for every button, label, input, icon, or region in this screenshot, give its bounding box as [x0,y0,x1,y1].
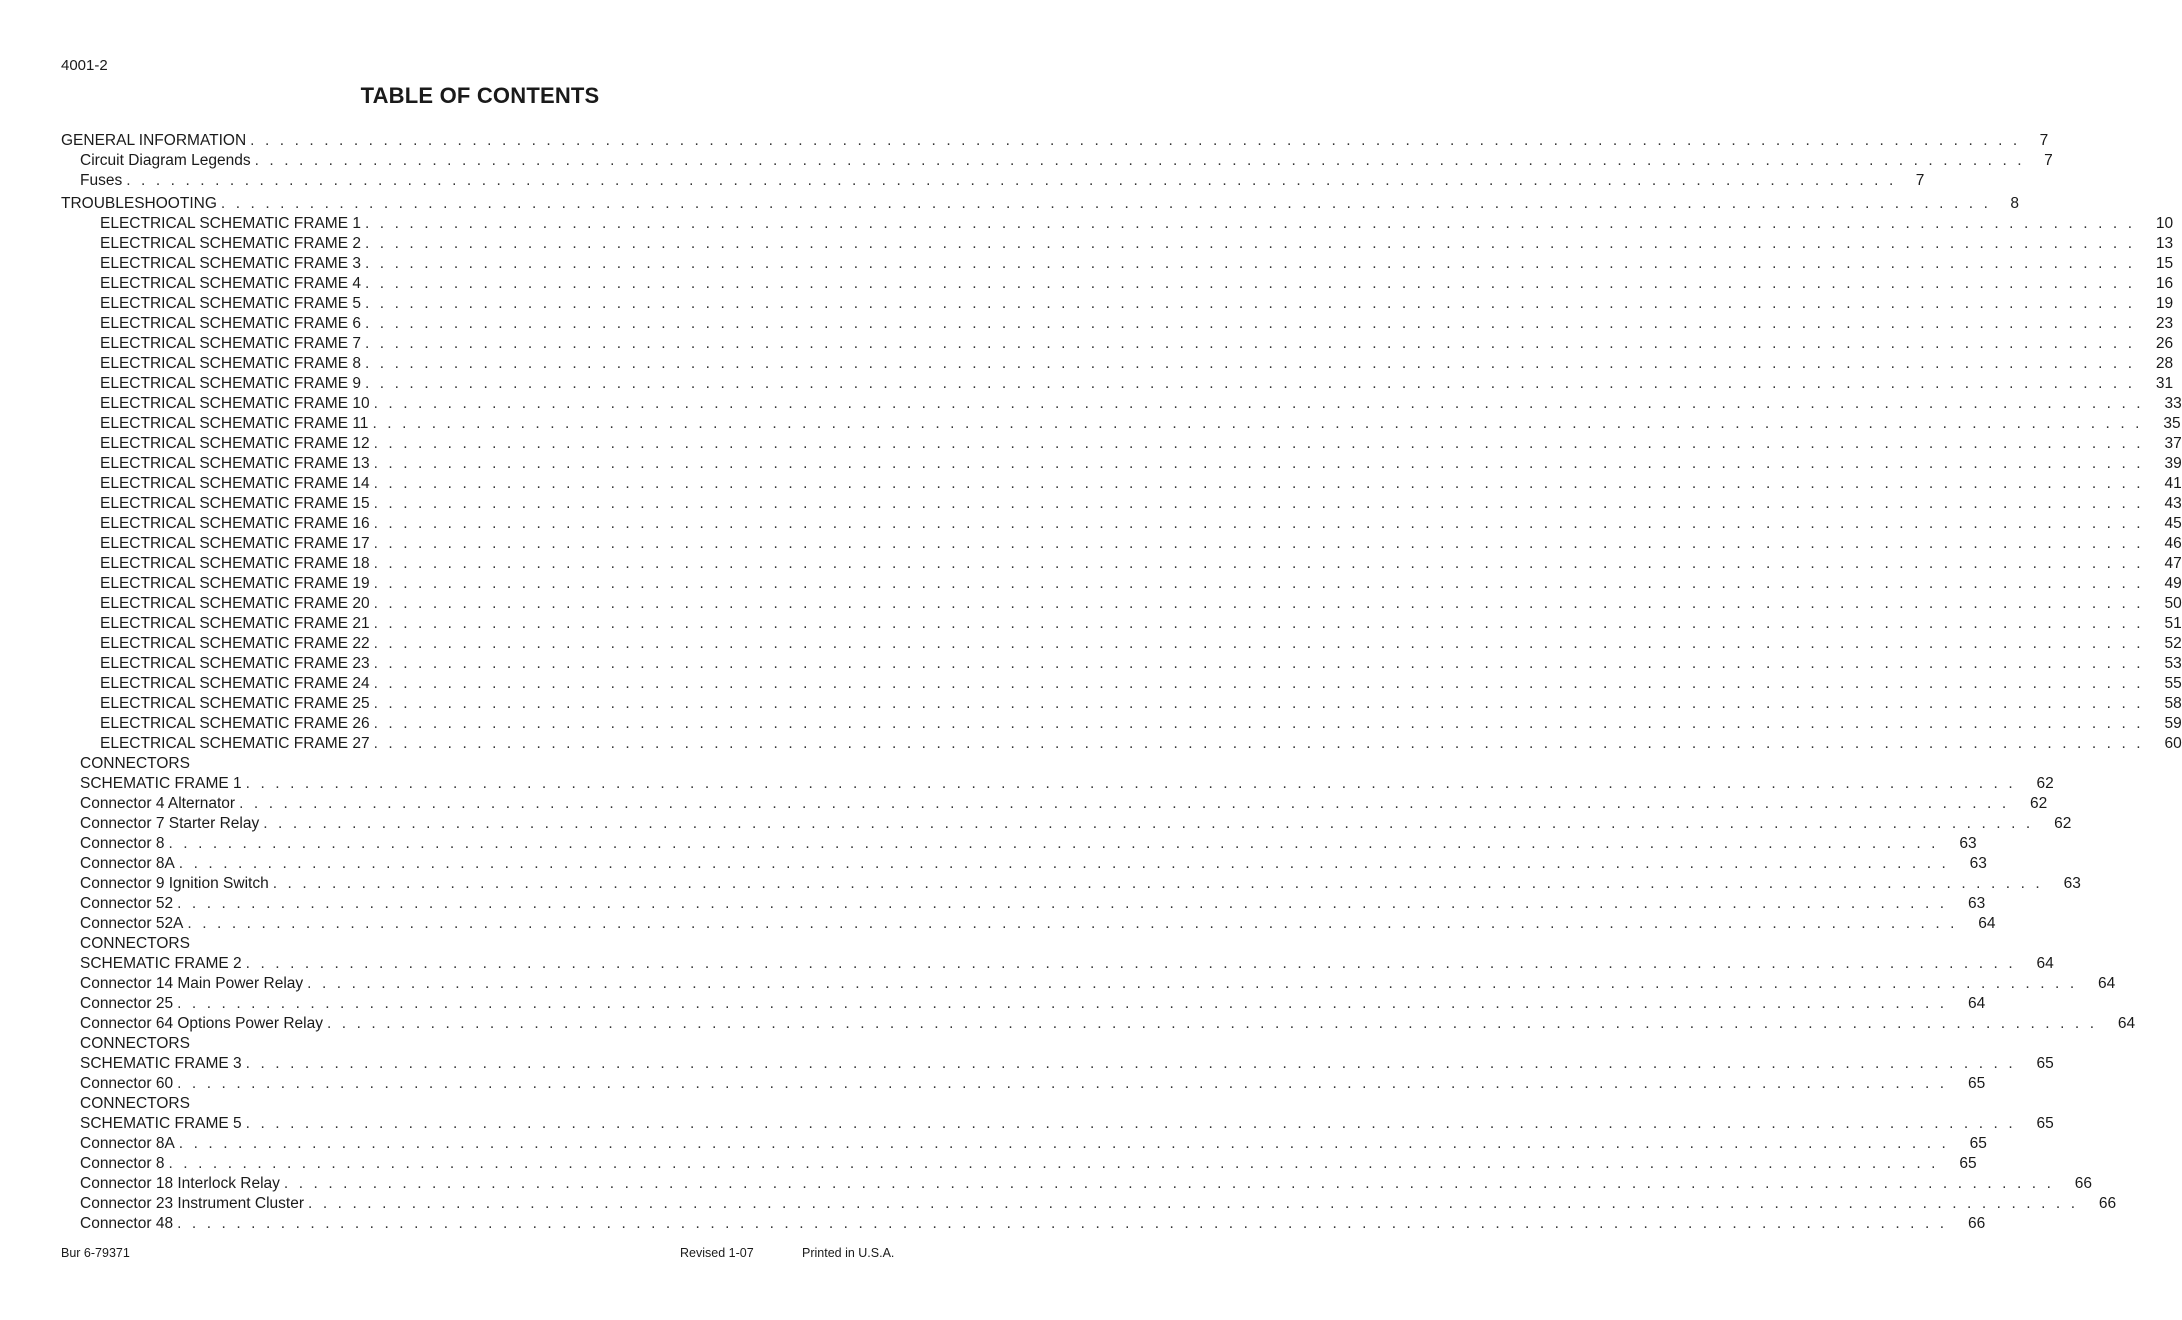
toc-entry[interactable] [61,1114,2054,1134]
toc-entry-page: 63 [1959,835,1977,852]
toc-dot-leader: . . . . . . . . . . . . . . . . . . . . . . . . . . . . . . . . . . . . . . . . . . . . . . . . . . . . . . . . . . . . . . . . . . . . . . . . . . . . . . . . . . . . . . . . . . . . . . . . . . . . . . . . . . . . . . . . . . . . . . . . [373,555,2144,572]
toc-entry[interactable] [61,354,2174,374]
toc-entry-page: 46 [2164,535,2182,552]
toc-entry-page: 66 [1967,1215,1986,1232]
toc-dot-leader: . . . . . . . . . . . . . . . . . . . . . . . . . . . . . . . . . . . . . . . . . . . . . . . . . . . . . . . . . . . . . . . . . . . . . . . . . . . . . . . . . . . . . . . . . . . . . . . . . . . . . . . . . . . . . . . . . . . . . . . . [245,1055,2016,1072]
toc-dot-leader: . . . . . . . . . . . . . . . . . . . . . . . . . . . . . . . . . . . . . . . . . . . . . . . . . . . . . . . . . . . . . . . . . . . . . . . . . . . . . . . . . . . . . . . . . . . . . . . . . . . . . . . . . . . . . . . . . . . . . . . . [373,455,2144,472]
footer-document-code: Bur 6-79371 [61,1246,130,1260]
toc-entry-label: ELECTRICAL SCHEMATIC FRAME 25 [100,695,370,712]
toc-entry-page: 65 [1967,1075,1986,1092]
toc-entry-label: Circuit Diagram Legends [80,152,251,169]
toc-entry[interactable] [61,594,2182,614]
toc-entry-label: SCHEMATIC FRAME 5 [80,1115,242,1132]
footer-revision: Revised 1-07 [680,1246,754,1260]
toc-entry-label: ELECTRICAL SCHEMATIC FRAME 24 [100,675,370,692]
toc-dot-leader: . . . . . . . . . . . . . . . . . . . . . . . . . . . . . . . . . . . . . . . . . . . . . . . . . . . . . . . . . . . . . . . . . . . . . . . . . . . . . . . . . . . . . . . . . . . . . . . . . . . . . . . . . . . . . . . . . . . . . . . . [250,132,2021,149]
toc-entry-label: Connector 8A [80,1135,175,1152]
toc-dot-leader: . . . . . . . . . . . . . . . . . . . . . . . . . . . . . . . . . . . . . . . . . . . . . . . . . . . . . . . . . . . . . . . . . . . . . . . . . . . . . . . . . . . . . . . . . . . . . . . . . . . . . . . . . . . . . . . . . . . . . . . . [187,915,1958,932]
toc-entry-label: Connector 14 Main Power Relay [80,975,304,992]
toc-entry-page: 63 [1969,855,1987,872]
toc-entry[interactable] [61,1154,1977,1174]
toc-entry-label: Connector 25 [80,995,174,1012]
toc-entry-label: ELECTRICAL SCHEMATIC FRAME 26 [100,715,370,732]
toc-entry-page: 62 [2029,795,2048,812]
toc-entry-label: CONNECTORS [80,935,190,952]
toc-entry-label: Connector 8 [80,835,165,852]
toc-entry-page: 13 [2155,235,2174,252]
toc-dot-leader: . . . . . . . . . . . . . . . . . . . . . . . . . . . . . . . . . . . . . . . . . . . . . . . . . . . . . . . . . . . . . . . . . . . . . . . . . . . . . . . . . . . . . . . . . . . . . . . . . . . . . . . . . . . . . . . . . . . . . . . . [283,1175,2055,1192]
toc-entry-label: SCHEMATIC FRAME 2 [80,955,242,972]
toc-entry-page: 60 [2164,735,2182,752]
toc-dot-leader: . . . . . . . . . . . . . . . . . . . . . . . . . . . . . . . . . . . . . . . . . . . . . . . . . . . . . . . . . . . . . . . . . . . . . . . . . . . . . . . . . . . . . . . . . . . . . . . . . . . . . . . . . . . . . . . . . . . . . . . . [373,435,2144,452]
toc-entry[interactable] [61,1014,2136,1034]
toc-entry-label: ELECTRICAL SCHEMATIC FRAME 18 [100,555,370,572]
toc-entry[interactable] [61,1094,901,1114]
toc-entry-page: 65 [2036,1115,2054,1132]
toc-dot-leader: . . . . . . . . . . . . . . . . . . . . . . . . . . . . . . . . . . . . . . . . . . . . . . . . . . . . . . . . . . . . . . . . . . . . . . . . . . . . . . . . . . . . . . . . . . . . . . . . . . . . . . . . . . . . . . . . . . . . . . . . [126,172,1897,189]
toc-entry-page: 65 [1969,1135,1987,1152]
toc-entry-page: 26 [2155,335,2174,352]
toc-dot-leader: . . . . . . . . . . . . . . . . . . . . . . . . . . . . . . . . . . . . . . . . . . . . . . . . . . . . . . . . . . . . . . . . . . . . . . . . . . . . . . . . . . . . . . . . . . . . . . . . . . . . . . . . . . . . . . . . . . . . . . . . [168,835,1939,852]
toc-entry[interactable] [61,414,2181,434]
toc-entry-label: SCHEMATIC FRAME 3 [80,1055,242,1072]
toc-entry-label: TROUBLESHOOTING [61,195,217,212]
toc-entry-label: GENERAL INFORMATION [61,132,247,149]
toc-entry-page: 66 [2098,1195,2117,1212]
toc-dot-leader: . . . . . . . . . . . . . . . . . . . . . . . . . . . . . . . . . . . . . . . . . . . . . . . . . . . . . . . . . . . . . . . . . . . . . . . . . . . . . . . . . . . . . . . . . . . . . . . . . . . . . . . . . . . . . . . . . . . . . . . . [364,335,2136,352]
toc-entry-page: 47 [2164,555,2182,572]
toc-entry-label: ELECTRICAL SCHEMATIC FRAME 16 [100,515,370,532]
toc-entry-label: Connector 64 Options Power Relay [80,1015,323,1032]
toc-dot-leader: . . . . . . . . . . . . . . . . . . . . . . . . . . . . . . . . . . . . . . . . . . . . . . . . . . . . . . . . . . . . . . . . . . . . . . . . . . . . . . . . . . . . . . . . . . . . . . . . . . . . . . . . . . . . . . . . . . . . . . . . [373,735,2144,752]
toc-entry-page: 7 [1915,172,1925,189]
toc-entry[interactable] [61,1214,1986,1234]
toc-entry-page: 39 [2164,455,2182,472]
toc-entry-page: 28 [2155,355,2174,372]
toc-entry[interactable] [61,514,2182,534]
toc-entry-page: 41 [2164,475,2182,492]
toc-entry-page: 62 [2054,815,2072,832]
toc-entry-page: 64 [2117,1015,2136,1032]
toc-entry-label: CONNECTORS [80,1095,190,1112]
toc-dot-leader: . . . . . . . . . . . . . . . . . . . . . . . . . . . . . . . . . . . . . . . . . . . . . . . . . . . . . . . . . . . . . . . . . . . . . . . . . . . . . . . . . . . . . . . . . . . . . . . . . . . . . . . . . . . . . . . . . . . . . . . . [364,295,2136,312]
toc-entry[interactable] [61,1034,901,1054]
toc-dot-leader: . . . . . . . . . . . . . . . . . . . . . . . . . . . . . . . . . . . . . . . . . . . . . . . . . . . . . . . . . . . . . . . . . . . . . . . . . . . . . . . . . . . . . . . . . . . . . . . . . . . . . . . . . . . . . . . . . . . . . . . . [178,1135,1949,1152]
toc-entry-page: 52 [2164,635,2182,652]
toc-dot-leader: . . . . . . . . . . . . . . . . . . . . . . . . . . . . . . . . . . . . . . . . . . . . . . . . . . . . . . . . . . . . . . . . . . . . . . . . . . . . . . . . . . . . . . . . . . . . . . . . . . . . . . . . . . . . . . . . . . . . . . . . [373,655,2144,672]
toc-dot-leader: . . . . . . . . . . . . . . . . . . . . . . . . . . . . . . . . . . . . . . . . . . . . . . . . . . . . . . . . . . . . . . . . . . . . . . . . . . . . . . . . . . . . . . . . . . . . . . . . . . . . . . . . . . . . . . . . . . . . . . . . [364,375,2136,392]
toc-dot-leader: . . . . . . . . . . . . . . . . . . . . . . . . . . . . . . . . . . . . . . . . . . . . . . . . . . . . . . . . . . . . . . . . . . . . . . . . . . . . . . . . . . . . . . . . . . . . . . . . . . . . . . . . . . . . . . . . . . . . . . . . [168,1155,1939,1172]
toc-entry-page: 15 [2155,255,2174,272]
toc-entry[interactable] [61,1074,1986,1094]
toc-entry-page: 63 [2063,875,2081,892]
toc-entry-page: 65 [1959,1155,1977,1172]
toc-entry-label: ELECTRICAL SCHEMATIC FRAME 17 [100,535,370,552]
toc-entry-page: 64 [2036,955,2054,972]
toc-dot-leader: . . . . . . . . . . . . . . . . . . . . . . . . . . . . . . . . . . . . . . . . . . . . . . . . . . . . . . . . . . . . . . . . . . . . . . . . . . . . . . . . . . . . . . . . . . . . . . . . . . . . . . . . . . . . . . . . . . . . . . . . [373,535,2144,552]
toc-dot-leader: . . . . . . . . . . . . . . . . . . . . . . . . . . . . . . . . . . . . . . . . . . . . . . . . . . . . . . . . . . . . . . . . . . . . . . . . . . . . . . . . . . . . . . . . . . . . . . . . . . . . . . . . . . . . . . . . . . . . . . . . [178,855,1949,872]
toc-entry-label: Connector 60 [80,1075,174,1092]
page-number: 4001-2 [61,57,108,74]
toc-entry[interactable] [61,694,2182,714]
toc-entry-label: ELECTRICAL SCHEMATIC FRAME 7 [100,335,361,352]
toc-entry[interactable] [61,194,2020,214]
toc-dot-leader: . . . . . . . . . . . . . . . . . . . . . . . . . . . . . . . . . . . . . . . . . . . . . . . . . . . . . . . . . . . . . . . . . . . . . . . . . . . . . . . . . . . . . . . . . . . . . . . . . . . . . . . . . . . . . . . . . . . . . . . . [373,675,2144,692]
toc-entry-label: ELECTRICAL SCHEMATIC FRAME 11 [100,415,369,432]
toc-dot-leader: . . . . . . . . . . . . . . . . . . . . . . . . . . . . . . . . . . . . . . . . . . . . . . . . . . . . . . . . . . . . . . . . . . . . . . . . . . . . . . . . . . . . . . . . . . . . . . . . . . . . . . . . . . . . . . . . . . . . . . . . [364,235,2136,252]
page-title: TABLE OF CONTENTS [360,83,600,108]
toc-entry-label: CONNECTORS [80,755,190,772]
toc-entry-label: Connector 7 Starter Relay [80,815,260,832]
toc-entry[interactable] [61,1194,2117,1214]
toc-entry-label: ELECTRICAL SCHEMATIC FRAME 10 [100,395,370,412]
toc-entry[interactable] [61,151,2053,171]
toc-entry-label: Connector 8 [80,1155,165,1172]
toc-dot-leader: . . . . . . . . . . . . . . . . . . . . . . . . . . . . . . . . . . . . . . . . . . . . . . . . . . . . . . . . . . . . . . . . . . . . . . . . . . . . . . . . . . . . . . . . . . . . . . . . . . . . . . . . . . . . . . . . . . . . . . . . [373,715,2144,732]
toc-entry[interactable] [61,334,2174,354]
toc-entry-label: ELECTRICAL SCHEMATIC FRAME 8 [100,355,361,372]
toc-entry-page: 31 [2155,375,2174,392]
toc-entry[interactable] [61,274,2174,294]
toc-entry-label: ELECTRICAL SCHEMATIC FRAME 19 [100,575,370,592]
toc-dot-leader: . . . . . . . . . . . . . . . . . . . . . . . . . . . . . . . . . . . . . . . . . . . . . . . . . . . . . . . . . . . . . . . . . . . . . . . . . . . . . . . . . . . . . . . . . . . . . . . . . . . . . . . . . . . . . . . . . . . . . . . . [373,395,2144,412]
toc-entry[interactable] [61,714,2182,734]
toc-entry-label: ELECTRICAL SCHEMATIC FRAME 4 [100,275,361,292]
toc-entry-page: 35 [2163,415,2181,432]
toc-dot-leader: . . . . . . . . . . . . . . . . . . . . . . . . . . . . . . . . . . . . . . . . . . . . . . . . . . . . . . . . . . . . . . . . . . . . . . . . . . . . . . . . . . . . . . . . . . . . . . . . . . . . . . . . . . . . . . . . . . . . . . . . [364,275,2136,292]
toc-dot-leader: . . . . . . . . . . . . . . . . . . . . . . . . . . . . . . . . . . . . . . . . . . . . . . . . . . . . . . . . . . . . . . . . . . . . . . . . . . . . . . . . . . . . . . . . . . . . . . . . . . . . . . . . . . . . . . . . . . . . . . . . [373,475,2144,492]
toc-dot-leader: . . . . . . . . . . . . . . . . . . . . . . . . . . . . . . . . . . . . . . . . . . . . . . . . . . . . . . . . . . . . . . . . . . . . . . . . . . . . . . . . . . . . . . . . . . . . . . . . . . . . . . . . . . . . . . . . . . . . . . . . [245,775,2016,792]
toc-entry[interactable] [61,131,2049,151]
toc-entry-page: 33 [2164,395,2182,412]
toc-entry[interactable] [61,254,2174,274]
toc-entry-page: 65 [2036,1055,2054,1072]
toc-dot-leader: . . . . . . . . . . . . . . . . . . . . . . . . . . . . . . . . . . . . . . . . . . . . . . . . . . . . . . . . . . . . . . . . . . . . . . . . . . . . . . . . . . . . . . . . . . . . . . . . . . . . . . . . . . . . . . . . . . . . . . . . [239,795,2010,812]
table-of-contents [61,131,2182,1234]
toc-entry-label: Connector 9 Ignition Switch [80,875,269,892]
toc-entry-page: 7 [2044,152,2053,169]
toc-dot-leader: . . . . . . . . . . . . . . . . . . . . . . . . . . . . . . . . . . . . . . . . . . . . . . . . . . . . . . . . . . . . . . . . . . . . . . . . . . . . . . . . . . . . . . . . . . . . . . . . . . . . . . . . . . . . . . . . . . . . . . . . [245,955,2016,972]
toc-entry-label: ELECTRICAL SCHEMATIC FRAME 27 [100,735,370,752]
toc-entry[interactable] [61,674,2182,694]
toc-entry[interactable] [61,814,2072,834]
toc-dot-leader: . . . . . . . . . . . . . . . . . . . . . . . . . . . . . . . . . . . . . . . . . . . . . . . . . . . . . . . . . . . . . . . . . . . . . . . . . . . . . . . . . . . . . . . . . . . . . . . . . . . . . . . . . . . . . . . . . . . . . . . . [364,315,2136,332]
toc-dot-leader: . . . . . . . . . . . . . . . . . . . . . . . . . . . . . . . . . . . . . . . . . . . . . . . . . . . . . . . . . . . . . . . . . . . . . . . . . . . . . . . . . . . . . . . . . . . . . . . . . . . . . . . . . . . . . . . . . . . . . . . . [308,1195,2079,1212]
toc-dot-leader: . . . . . . . . . . . . . . . . . . . . . . . . . . . . . . . . . . . . . . . . . . . . . . . . . . . . . . . . . . . . . . . . . . . . . . . . . . . . . . . . . . . . . . . . . . . . . . . . . . . . . . . . . . . . . . . . . . . . . . . . [364,215,2136,232]
toc-entry-page: 64 [1967,995,1986,1012]
toc-entry[interactable] [61,1174,2093,1194]
toc-entry-page: 37 [2164,435,2182,452]
toc-entry[interactable] [61,994,1986,1014]
toc-dot-leader: . . . . . . . . . . . . . . . . . . . . . . . . . . . . . . . . . . . . . . . . . . . . . . . . . . . . . . . . . . . . . . . . . . . . . . . . . . . . . . . . . . . . . . . . . . . . . . . . . . . . . . . . . . . . . . . . . . . . . . . . [373,635,2144,652]
toc-dot-leader: . . . . . . . . . . . . . . . . . . . . . . . . . . . . . . . . . . . . . . . . . . . . . . . . . . . . . . . . . . . . . . . . . . . . . . . . . . . . . . . . . . . . . . . . . . . . . . . . . . . . . . . . . . . . . . . . . . . . . . . . [272,875,2043,892]
toc-dot-leader: . . . . . . . . . . . . . . . . . . . . . . . . . . . . . . . . . . . . . . . . . . . . . . . . . . . . . . . . . . . . . . . . . . . . . . . . . . . . . . . . . . . . . . . . . . . . . . . . . . . . . . . . . . . . . . . . . . . . . . . . [373,595,2144,612]
toc-dot-leader: . . . . . . . . . . . . . . . . . . . . . . . . . . . . . . . . . . . . . . . . . . . . . . . . . . . . . . . . . . . . . . . . . . . . . . . . . . . . . . . . . . . . . . . . . . . . . . . . . . . . . . . . . . . . . . . . . . . . . . . . [254,152,2025,169]
toc-entry[interactable] [61,774,2054,794]
toc-entry-page: 16 [2155,275,2174,292]
toc-entry[interactable] [61,794,2048,814]
toc-entry[interactable] [61,394,2182,414]
toc-entry[interactable] [61,374,2174,394]
footer-print-location: Printed in U.S.A. [802,1246,895,1260]
toc-entry[interactable] [61,854,1987,874]
toc-entry-label: ELECTRICAL SCHEMATIC FRAME 21 [100,615,370,632]
toc-entry-label: Connector 4 Alternator [80,795,236,812]
toc-entry[interactable] [61,874,2081,894]
toc-entry-page: 45 [2164,515,2182,532]
toc-dot-leader: . . . . . . . . . . . . . . . . . . . . . . . . . . . . . . . . . . . . . . . . . . . . . . . . . . . . . . . . . . . . . . . . . . . . . . . . . . . . . . . . . . . . . . . . . . . . . . . . . . . . . . . . . . . . . . . . . . . . . . . . [245,1115,2016,1132]
toc-entry[interactable] [61,554,2182,574]
toc-entry[interactable] [61,534,2182,554]
toc-entry-page: 58 [2164,695,2182,712]
toc-entry[interactable] [61,654,2182,674]
toc-entry[interactable] [61,834,1977,854]
toc-entry-label: Fuses [80,172,123,189]
toc-entry[interactable] [61,214,2174,234]
toc-entry[interactable] [61,234,2174,254]
toc-entry-page: 55 [2164,675,2182,692]
toc-dot-leader: . . . . . . . . . . . . . . . . . . . . . . . . . . . . . . . . . . . . . . . . . . . . . . . . . . . . . . . . . . . . . . . . . . . . . . . . . . . . . . . . . . . . . . . . . . . . . . . . . . . . . . . . . . . . . . . . . . . . . . . . [373,615,2144,632]
toc-entry-label: ELECTRICAL SCHEMATIC FRAME 1 [100,215,361,232]
toc-entry-label: ELECTRICAL SCHEMATIC FRAME 12 [100,435,370,452]
toc-entry-page: 51 [2164,615,2182,632]
toc-entry[interactable] [61,634,2182,654]
toc-entry-label: ELECTRICAL SCHEMATIC FRAME 23 [100,655,370,672]
toc-entry-page: 64 [1978,915,1996,932]
toc-dot-leader: . . . . . . . . . . . . . . . . . . . . . . . . . . . . . . . . . . . . . . . . . . . . . . . . . . . . . . . . . . . . . . . . . . . . . . . . . . . . . . . . . . . . . . . . . . . . . . . . . . . . . . . . . . . . . . . . . . . . . . . . [372,415,2143,432]
toc-entry-label: ELECTRICAL SCHEMATIC FRAME 9 [100,375,361,392]
toc-dot-leader: . . . . . . . . . . . . . . . . . . . . . . . . . . . . . . . . . . . . . . . . . . . . . . . . . . . . . . . . . . . . . . . . . . . . . . . . . . . . . . . . . . . . . . . . . . . . . . . . . . . . . . . . . . . . . . . . . . . . . . . . [373,495,2144,512]
toc-entry-label: ELECTRICAL SCHEMATIC FRAME 20 [100,595,370,612]
toc-entry[interactable] [61,754,901,774]
toc-entry-page: 8 [2010,195,2020,212]
toc-entry-label: ELECTRICAL SCHEMATIC FRAME 15 [100,495,370,512]
toc-entry-label: CONNECTORS [80,1035,190,1052]
toc-entry-page: 23 [2155,315,2174,332]
toc-entry-page: 62 [2036,775,2054,792]
toc-entry-label: ELECTRICAL SCHEMATIC FRAME 22 [100,635,370,652]
toc-entry[interactable] [61,914,1996,934]
toc-entry-page: 59 [2164,715,2182,732]
toc-entry[interactable] [61,894,1986,914]
toc-entry-label: Connector 52 [80,895,174,912]
toc-entry-page: 63 [1967,895,1986,912]
toc-entry[interactable] [61,614,2182,634]
toc-entry[interactable] [61,454,2182,474]
toc-entry[interactable] [61,434,2182,454]
toc-entry[interactable] [61,734,2182,754]
toc-dot-leader: . . . . . . . . . . . . . . . . . . . . . . . . . . . . . . . . . . . . . . . . . . . . . . . . . . . . . . . . . . . . . . . . . . . . . . . . . . . . . . . . . . . . . . . . . . . . . . . . . . . . . . . . . . . . . . . . . . . . . . . . [177,895,1948,912]
toc-dot-leader: . . . . . . . . . . . . . . . . . . . . . . . . . . . . . . . . . . . . . . . . . . . . . . . . . . . . . . . . . . . . . . . . . . . . . . . . . . . . . . . . . . . . . . . . . . . . . . . . . . . . . . . . . . . . . . . . . . . . . . . . [177,1215,1948,1232]
toc-dot-leader: . . . . . . . . . . . . . . . . . . . . . . . . . . . . . . . . . . . . . . . . . . . . . . . . . . . . . . . . . . . . . . . . . . . . . . . . . . . . . . . . . . . . . . . . . . . . . . . . . . . . . . . . . . . . . . . . . . . . . . . . [364,255,2136,272]
toc-entry-page: 7 [2039,132,2049,149]
toc-entry-label: SCHEMATIC FRAME 1 [80,775,242,792]
toc-dot-leader: . . . . . . . . . . . . . . . . . . . . . . . . . . . . . . . . . . . . . . . . . . . . . . . . . . . . . . . . . . . . . . . . . . . . . . . . . . . . . . . . . . . . . . . . . . . . . . . . . . . . . . . . . . . . . . . . . . . . . . . . [220,195,1992,212]
toc-entry[interactable] [61,171,1925,191]
toc-dot-leader: . . . . . . . . . . . . . . . . . . . . . . . . . . . . . . . . . . . . . . . . . . . . . . . . . . . . . . . . . . . . . . . . . . . . . . . . . . . . . . . . . . . . . . . . . . . . . . . . . . . . . . . . . . . . . . . . . . . . . . . . [177,995,1948,1012]
toc-entry-label: Connector 18 Interlock Relay [80,1175,280,1192]
toc-dot-leader: . . . . . . . . . . . . . . . . . . . . . . . . . . . . . . . . . . . . . . . . . . . . . . . . . . . . . . . . . . . . . . . . . . . . . . . . . . . . . . . . . . . . . . . . . . . . . . . . . . . . . . . . . . . . . . . . . . . . . . . . [326,1015,2098,1032]
toc-entry[interactable] [61,1134,1987,1154]
toc-dot-leader: . . . . . . . . . . . . . . . . . . . . . . . . . . . . . . . . . . . . . . . . . . . . . . . . . . . . . . . . . . . . . . . . . . . . . . . . . . . . . . . . . . . . . . . . . . . . . . . . . . . . . . . . . . . . . . . . . . . . . . . . [177,1075,1948,1092]
toc-entry-page: 19 [2155,295,2174,312]
toc-entry[interactable] [61,574,2182,594]
toc-dot-leader: . . . . . . . . . . . . . . . . . . . . . . . . . . . . . . . . . . . . . . . . . . . . . . . . . . . . . . . . . . . . . . . . . . . . . . . . . . . . . . . . . . . . . . . . . . . . . . . . . . . . . . . . . . . . . . . . . . . . . . . . [307,975,2078,992]
toc-entry[interactable] [61,494,2182,514]
toc-entry-page: 66 [2074,1175,2093,1192]
toc-entry-page: 53 [2164,655,2182,672]
toc-entry-page: 43 [2164,495,2182,512]
toc-dot-leader: . . . . . . . . . . . . . . . . . . . . . . . . . . . . . . . . . . . . . . . . . . . . . . . . . . . . . . . . . . . . . . . . . . . . . . . . . . . . . . . . . . . . . . . . . . . . . . . . . . . . . . . . . . . . . . . . . . . . . . . . [373,575,2144,592]
toc-entry-label: Connector 48 [80,1215,174,1232]
toc-entry[interactable] [61,294,2174,314]
toc-entry-page: 50 [2164,595,2182,612]
toc-entry-label: ELECTRICAL SCHEMATIC FRAME 2 [100,235,361,252]
toc-entry-page: 64 [2098,975,2116,992]
toc-entry[interactable] [61,974,2116,994]
toc-dot-leader: . . . . . . . . . . . . . . . . . . . . . . . . . . . . . . . . . . . . . . . . . . . . . . . . . . . . . . . . . . . . . . . . . . . . . . . . . . . . . . . . . . . . . . . . . . . . . . . . . . . . . . . . . . . . . . . . . . . . . . . . [373,515,2144,532]
toc-entry-label: Connector 23 Instrument Cluster [80,1195,304,1212]
toc-entry[interactable] [61,474,2182,494]
toc-entry-label: ELECTRICAL SCHEMATIC FRAME 3 [100,255,361,272]
toc-dot-leader: . . . . . . . . . . . . . . . . . . . . . . . . . . . . . . . . . . . . . . . . . . . . . . . . . . . . . . . . . . . . . . . . . . . . . . . . . . . . . . . . . . . . . . . . . . . . . . . . . . . . . . . . . . . . . . . . . . . . . . . . [373,695,2144,712]
toc-dot-leader: . . . . . . . . . . . . . . . . . . . . . . . . . . . . . . . . . . . . . . . . . . . . . . . . . . . . . . . . . . . . . . . . . . . . . . . . . . . . . . . . . . . . . . . . . . . . . . . . . . . . . . . . . . . . . . . . . . . . . . . . [263,815,2034,832]
toc-entry-label: Connector 8A [80,855,175,872]
toc-entry-label: ELECTRICAL SCHEMATIC FRAME 6 [100,315,361,332]
toc-entry-label: ELECTRICAL SCHEMATIC FRAME 5 [100,295,361,312]
toc-dot-leader: . . . . . . . . . . . . . . . . . . . . . . . . . . . . . . . . . . . . . . . . . . . . . . . . . . . . . . . . . . . . . . . . . . . . . . . . . . . . . . . . . . . . . . . . . . . . . . . . . . . . . . . . . . . . . . . . . . . . . . . . [364,355,2136,372]
toc-entry-label: Connector 52A [80,915,184,932]
toc-entry-label: ELECTRICAL SCHEMATIC FRAME 14 [100,475,370,492]
toc-entry-page: 49 [2164,575,2182,592]
toc-entry[interactable] [61,314,2174,334]
toc-entry-label: ELECTRICAL SCHEMATIC FRAME 13 [100,455,370,472]
toc-entry-page: 10 [2155,215,2174,232]
toc-entry[interactable] [61,934,901,954]
toc-entry[interactable] [61,1054,2054,1074]
toc-entry[interactable] [61,954,2054,974]
